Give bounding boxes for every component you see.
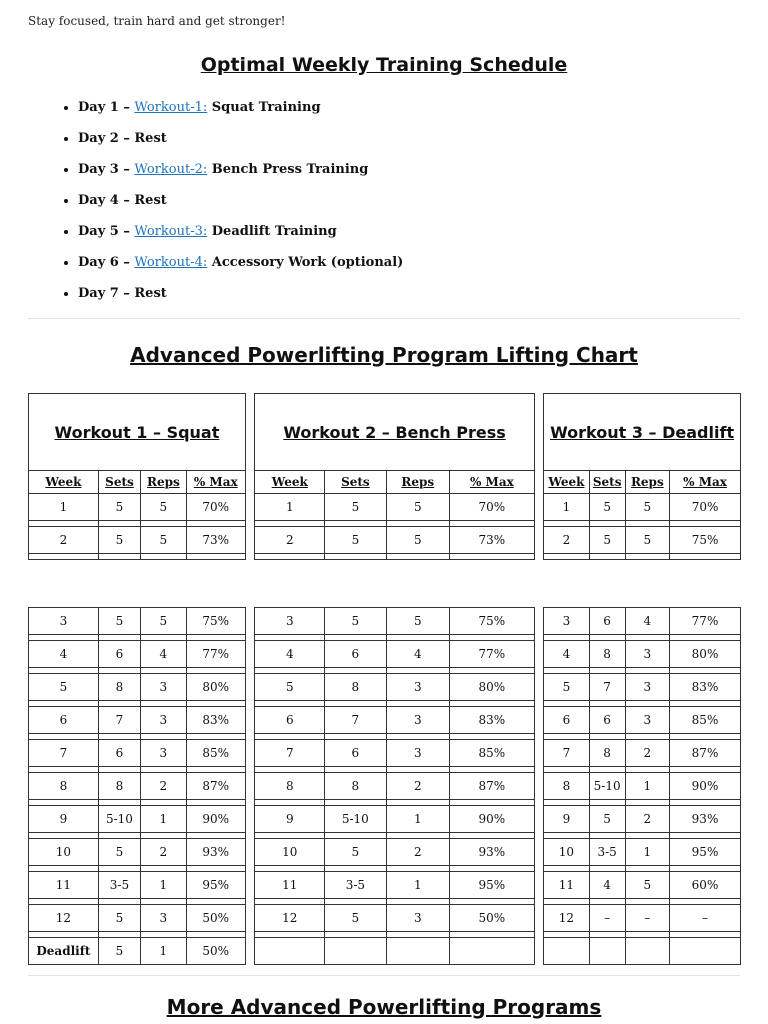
cell-week: 5 [29, 674, 99, 701]
cell-pct-max: – [670, 905, 741, 932]
intro-text: Stay focused, train hard and get stronger! [28, 14, 286, 28]
cell-sets: 5 [325, 494, 386, 521]
cell-pct-max: 75% [450, 608, 535, 635]
cell-pct-max: 83% [670, 674, 741, 701]
cell-pct-max: 75% [670, 527, 741, 554]
column-gap [245, 839, 255, 866]
cell-pct-max: 93% [450, 839, 535, 866]
cell-sets: 8 [589, 740, 625, 767]
col-header-week: Week [29, 471, 99, 494]
column-gap [245, 641, 255, 668]
col-header-sets: Sets [589, 471, 625, 494]
cell-week: 7 [29, 740, 99, 767]
column-gap [245, 494, 255, 521]
cell-reps: 3 [625, 674, 669, 701]
cell-week: 3 [29, 608, 99, 635]
cell-pct-max: 95% [450, 872, 535, 899]
column-gap [534, 471, 544, 494]
cell-sets: 5-10 [589, 773, 625, 800]
day-label: Day 3 – [78, 162, 135, 177]
col-header-reps: Reps [625, 471, 669, 494]
spacer-cell [141, 554, 186, 560]
cell-week: 1 [255, 494, 325, 521]
cell-pct-max: 80% [186, 674, 245, 701]
cell-week: 6 [255, 707, 325, 734]
table-row [29, 806, 741, 833]
cell-pct-max: 90% [670, 773, 741, 800]
cell-reps: 3 [386, 674, 449, 701]
spacer-cell [544, 554, 589, 560]
cell-reps: 2 [625, 740, 669, 767]
day-label: Day 5 – [78, 224, 135, 239]
cell-week: 12 [544, 905, 589, 932]
divider [28, 975, 740, 976]
cell-sets: 5 [98, 527, 140, 554]
chart-title: Advanced Powerlifting Program Lifting Chart [130, 343, 638, 367]
cell-reps: 3 [386, 707, 449, 734]
cell-week: 9 [29, 806, 99, 833]
cell-reps: 1 [141, 872, 186, 899]
cell-pct-max: 75% [186, 608, 245, 635]
lifting-chart-table-part2 [28, 607, 741, 965]
column-gap [534, 905, 544, 932]
cell-pct-max: 85% [670, 707, 741, 734]
column-gap [534, 641, 544, 668]
cell-sets: 5 [589, 806, 625, 833]
cell-pct-max: 93% [670, 806, 741, 833]
cell-reps: – [625, 905, 669, 932]
table-row [29, 905, 741, 932]
cell-sets: 5 [589, 494, 625, 521]
day-label: Day 1 – [78, 100, 135, 115]
col-header-sets: Sets [98, 471, 140, 494]
cell-pct-max: 93% [186, 839, 245, 866]
cell-pct-max: 90% [186, 806, 245, 833]
col-header-reps: Reps [386, 471, 449, 494]
cell-sets: 6 [589, 608, 625, 635]
empty-cell [386, 938, 449, 965]
cell-reps: 3 [141, 905, 186, 932]
cell-pct-max: 70% [450, 494, 535, 521]
schedule-list [58, 98, 403, 315]
column-gap [245, 905, 255, 932]
cell-reps: 5 [386, 608, 449, 635]
column-gap [534, 938, 544, 965]
cell-pct-max: 87% [450, 773, 535, 800]
spacer-cell [589, 554, 625, 560]
column-gap [245, 674, 255, 701]
column-gap [534, 773, 544, 800]
spacer-cell [325, 554, 386, 560]
cell-week: 6 [544, 707, 589, 734]
cell-sets: 5 [325, 839, 386, 866]
cell-week: 7 [255, 740, 325, 767]
cell-pct-max: 73% [186, 527, 245, 554]
cell-sets: 6 [98, 740, 140, 767]
day-label: Day 4 – Rest [78, 193, 167, 208]
cell-reps: 2 [141, 839, 186, 866]
cell-pct-max: 70% [670, 494, 741, 521]
cell-sets: – [589, 905, 625, 932]
day-activity: Deadlift Training [207, 224, 337, 239]
cell-sets: 5-10 [98, 806, 140, 833]
cell-sets: 7 [589, 674, 625, 701]
cell-sets: 8 [325, 773, 386, 800]
cell-pct-max: 77% [670, 608, 741, 635]
cell-reps: 1 [625, 773, 669, 800]
more-programs-title: More Advanced Powerlifting Programs [166, 995, 602, 1019]
cell-week: 8 [29, 773, 99, 800]
cell-week: 11 [544, 872, 589, 899]
cell-week: 6 [29, 707, 99, 734]
schedule-item [78, 253, 403, 284]
cell-pct-max: 77% [186, 641, 245, 668]
col-header-week: Week [544, 471, 589, 494]
cell-reps: 5 [141, 494, 186, 521]
cell-reps: 1 [625, 839, 669, 866]
cell-pct-max: 87% [186, 773, 245, 800]
cell-week: 12 [255, 905, 325, 932]
empty-cell [325, 938, 386, 965]
cell-pct-max: 50% [186, 938, 245, 965]
cell-reps: 1 [386, 872, 449, 899]
empty-cell [625, 938, 669, 965]
cell-pct-max: 90% [450, 806, 535, 833]
cell-reps: 5 [386, 527, 449, 554]
spacer-cell [245, 554, 255, 560]
empty-cell [670, 938, 741, 965]
cell-week: 3 [544, 608, 589, 635]
day-label: Day 7 – Rest [78, 286, 167, 301]
cell-pct-max: 83% [186, 707, 245, 734]
cell-sets: 3-5 [325, 872, 386, 899]
cell-reps: 3 [141, 740, 186, 767]
cell-sets: 5 [98, 938, 140, 965]
column-gap [245, 394, 255, 471]
table-row [29, 674, 741, 701]
cell-pct-max: 95% [670, 839, 741, 866]
day-label: Day 2 – Rest [78, 131, 167, 146]
cell-sets: 5 [589, 527, 625, 554]
cell-reps: 3 [141, 674, 186, 701]
cell-reps: 4 [386, 641, 449, 668]
spacer-cell [534, 554, 544, 560]
cell-sets: 4 [589, 872, 625, 899]
column-gap [245, 471, 255, 494]
cell-reps: 1 [141, 938, 186, 965]
cell-sets: 5 [98, 494, 140, 521]
cell-week: 1 [544, 494, 589, 521]
cell-week: 1 [29, 494, 99, 521]
row-spacer [29, 554, 741, 560]
cell-reps: 3 [625, 641, 669, 668]
workout-2-link[interactable]: Workout-2: [134, 162, 208, 177]
workout-3-link[interactable]: Workout-3: [134, 224, 208, 239]
cell-week: 10 [255, 839, 325, 866]
cell-sets: 8 [325, 674, 386, 701]
spacer-cell [386, 554, 449, 560]
cell-week: 4 [544, 641, 589, 668]
column-gap [534, 806, 544, 833]
cell-sets: 6 [325, 740, 386, 767]
lifting-chart-table-part1 [28, 393, 741, 560]
divider [28, 318, 740, 319]
cell-reps: 4 [625, 608, 669, 635]
spacer-cell [186, 554, 245, 560]
cell-week: 5 [255, 674, 325, 701]
cell-week: 5 [544, 674, 589, 701]
table-row [29, 740, 741, 767]
cell-sets: 5 [98, 905, 140, 932]
cell-sets: 5-10 [325, 806, 386, 833]
spacer-cell [98, 554, 140, 560]
column-gap [534, 527, 544, 554]
col-header-pct-max: % Max [450, 471, 535, 494]
cell-sets: 8 [589, 641, 625, 668]
table-row [29, 608, 741, 635]
cell-pct-max: 85% [450, 740, 535, 767]
empty-cell [255, 938, 325, 965]
cell-reps: 1 [141, 806, 186, 833]
spacer-cell [450, 554, 535, 560]
cell-sets: 5 [325, 527, 386, 554]
empty-cell [450, 938, 535, 965]
cell-reps: 3 [386, 905, 449, 932]
cell-sets: 5 [98, 608, 140, 635]
spacer-cell [29, 554, 99, 560]
cell-sets: 6 [589, 707, 625, 734]
schedule-item [78, 222, 403, 253]
spacer-cell [670, 554, 741, 560]
cell-sets: 5 [325, 905, 386, 932]
schedule-item [78, 129, 403, 160]
cell-sets: 6 [98, 641, 140, 668]
cell-sets: 3-5 [589, 839, 625, 866]
cell-pct-max: 73% [450, 527, 535, 554]
cell-week: 3 [255, 608, 325, 635]
empty-cell [589, 938, 625, 965]
cell-week: 2 [544, 527, 589, 554]
cell-week: 4 [29, 641, 99, 668]
cell-week: 11 [29, 872, 99, 899]
table-row [29, 707, 741, 734]
cell-week: 2 [255, 527, 325, 554]
cell-sets: 5 [98, 839, 140, 866]
cell-sets: 7 [325, 707, 386, 734]
table-row [29, 494, 741, 521]
cell-pct-max: 85% [186, 740, 245, 767]
cell-reps: 4 [141, 641, 186, 668]
day-activity: Bench Press Training [207, 162, 369, 177]
cell-sets: 8 [98, 674, 140, 701]
cell-reps: 5 [141, 527, 186, 554]
col-header-week: Week [255, 471, 325, 494]
cell-week: 9 [544, 806, 589, 833]
table-row [29, 641, 741, 668]
cell-sets: 7 [98, 707, 140, 734]
column-gap [245, 527, 255, 554]
day-activity: Squat Training [207, 100, 321, 115]
cell-week: 4 [255, 641, 325, 668]
cell-sets: 8 [98, 773, 140, 800]
workout-1-heading: Workout 1 – Squat [29, 394, 246, 471]
cell-pct-max: 87% [670, 740, 741, 767]
schedule-item [78, 284, 403, 315]
column-gap [245, 608, 255, 635]
col-header-pct-max: % Max [670, 471, 741, 494]
cell-week: 12 [29, 905, 99, 932]
empty-cell [544, 938, 589, 965]
cell-reps: 2 [386, 839, 449, 866]
column-gap [534, 707, 544, 734]
cell-reps: 5 [625, 872, 669, 899]
table-row [29, 773, 741, 800]
cell-reps: 2 [141, 773, 186, 800]
spacer-cell [255, 554, 325, 560]
spacer-cell [625, 554, 669, 560]
table-row [29, 938, 741, 965]
cell-pct-max: 70% [186, 494, 245, 521]
col-header-reps: Reps [141, 471, 186, 494]
cell-pct-max: 83% [450, 707, 535, 734]
cell-pct-max: 80% [450, 674, 535, 701]
schedule-item [78, 191, 403, 222]
cell-pct-max: 60% [670, 872, 741, 899]
cell-week: 8 [544, 773, 589, 800]
col-header-pct-max: % Max [186, 471, 245, 494]
cell-pct-max: 50% [186, 905, 245, 932]
cell-pct-max: 95% [186, 872, 245, 899]
cell-reps: 5 [625, 527, 669, 554]
cell-sets: 6 [325, 641, 386, 668]
column-gap [534, 608, 544, 635]
col-header-sets: Sets [325, 471, 386, 494]
column-gap [245, 806, 255, 833]
column-gap [534, 872, 544, 899]
schedule-item [78, 98, 403, 129]
cell-pct-max: 80% [670, 641, 741, 668]
cell-sets: 3-5 [98, 872, 140, 899]
cell-reps: 1 [386, 806, 449, 833]
table-row [29, 527, 741, 554]
column-gap [534, 674, 544, 701]
workout-3-heading: Workout 3 – Deadlift [544, 394, 741, 471]
cell-reps: 3 [625, 707, 669, 734]
day-label: Day 6 – [78, 255, 135, 270]
table-row [29, 839, 741, 866]
cell-sets: 5 [325, 608, 386, 635]
cell-week: 2 [29, 527, 99, 554]
cell-pct-max: 77% [450, 641, 535, 668]
cell-pct-max: 50% [450, 905, 535, 932]
column-gap [534, 494, 544, 521]
column-gap [245, 872, 255, 899]
column-gap [245, 773, 255, 800]
cell-reps: 2 [625, 806, 669, 833]
workout-4-link[interactable]: Workout-4: [134, 255, 208, 270]
column-gap [534, 394, 544, 471]
column-gap [245, 740, 255, 767]
schedule-title: Optimal Weekly Training Schedule [200, 54, 568, 76]
column-gap [534, 839, 544, 866]
cell-reps: 5 [625, 494, 669, 521]
cell-week: 10 [544, 839, 589, 866]
column-gap [534, 740, 544, 767]
cell-reps: 5 [386, 494, 449, 521]
table-row [29, 872, 741, 899]
cell-reps: 3 [386, 740, 449, 767]
column-gap [245, 938, 255, 965]
workout-1-link[interactable]: Workout-1: [134, 100, 208, 115]
day-activity: Accessory Work (optional) [207, 255, 404, 270]
cell-reps: 2 [386, 773, 449, 800]
cell-week: 7 [544, 740, 589, 767]
cell-week: Deadlift [29, 938, 99, 965]
cell-week: 11 [255, 872, 325, 899]
cell-reps: 3 [141, 707, 186, 734]
cell-week: 10 [29, 839, 99, 866]
schedule-item [78, 160, 403, 191]
cell-week: 9 [255, 806, 325, 833]
cell-reps: 5 [141, 608, 186, 635]
column-gap [245, 707, 255, 734]
workout-2-heading: Workout 2 – Bench Press [255, 394, 534, 471]
cell-week: 8 [255, 773, 325, 800]
